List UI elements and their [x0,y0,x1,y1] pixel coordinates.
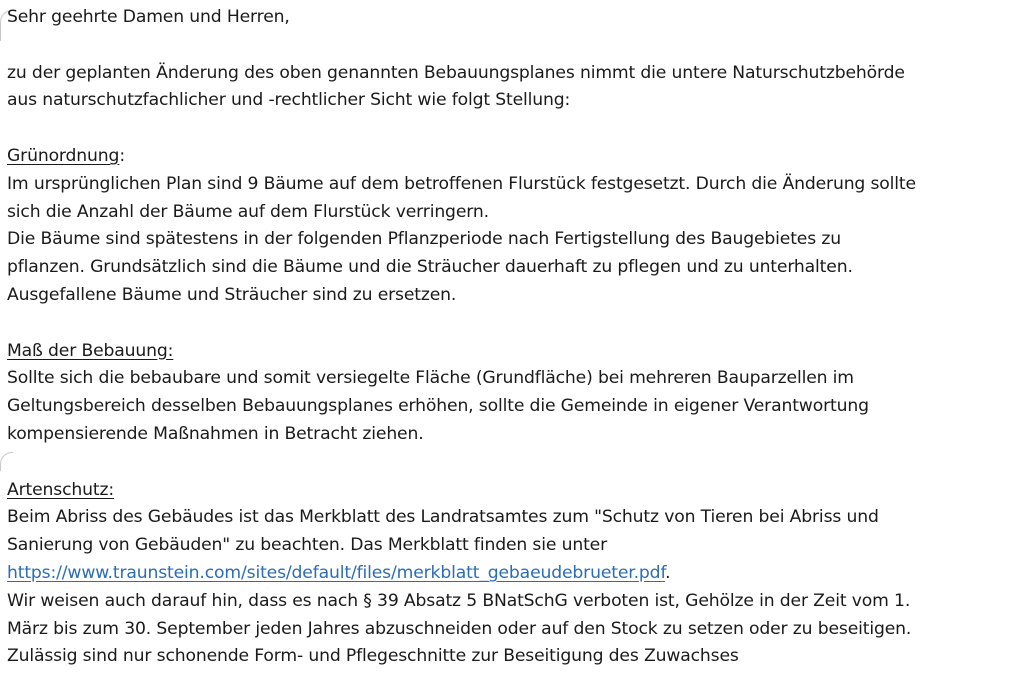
link-line [7,560,1011,588]
intro-line: zu der geplanten Änderung des oben genannten Bebauungsplanes nimmt die untere Naturschutzbehörde [7,62,905,83]
mass-line: Sollte sich die bebaubare und somit versiegelte Fläche (Grundfläche) bei mehreren Bauparzellen im [7,368,854,389]
heading-colon: : [119,145,125,166]
gruenordnung-line: sich die Anzahl der Bäume auf dem Flurstück verringern. [7,201,489,222]
merkblatt-link[interactable]: https://www.traunstein.com/sites/default/files/merkblatt_gebaeudebrueter.pdf [7,562,666,583]
artenschutz-line: Wir weisen auch darauf hin, dass es nach § 39 Absatz 5 BNatSchG verboten ist, Gehölze in der Zeit vom 1. [7,590,911,611]
letter-body [7,4,1011,671]
artenschutz-line: Sanierung von Gebäuden" zu beachten. Das Merkblatt finden sie unter [7,535,608,556]
heading-text: Maß der Bebauung: [7,340,174,361]
paragraph-gap [7,32,1011,60]
artenschutz-line: Zulässig sind nur schonende Form- und Pflegeschnitte zur Beseitigung des Zuwachses [7,646,739,667]
gruenordnung-line: pflanzen. Grundsätzlich sind die Bäume und die Sträucher dauerhaft zu pflegen und zu unterhalten. [7,257,853,278]
salutation: Sehr geehrte Damen und Herren, [7,7,290,27]
gruenordnung-line: Im ursprünglichen Plan sind 9 Bäume auf dem betroffenen Flurstück festgesetzt. Durch die Änderung sollte [7,173,916,194]
paragraph-gap [7,115,1011,143]
section-heading-mass [7,338,1011,366]
mass-line: Geltungsbereich desselben Bebauungsplanes erhöhen, sollte die Gemeinde in eigener Verantwortung [7,396,869,417]
heading-text: Artenschutz: [7,479,114,500]
artenschutz-line: Beim Abriss des Gebäudes ist das Merkblatt des Landratsamtes zum "Schutz von Tieren bei Abriss und [7,507,879,528]
gruenordnung-line: Ausgefallene Bäume und Sträucher sind zu ersetzen. [7,284,457,305]
artenschutz-line: März bis zum 30. September jeden Jahres abzuschneiden oder auf den Stock zu setzen oder zu beseitigen. [7,618,912,639]
intro-line: aus naturschutzfachlicher und -rechtlicher Sicht wie folgt Stellung: [7,90,571,111]
mass-line: kompensierende Maßnahmen in Betracht ziehen. [7,423,424,444]
gruenordnung-line: Die Bäume sind spätestens in der folgenden Pflanzperiode nach Fertigstellung des Baugebietes zu [7,229,841,250]
heading-text: Grünordnung [7,145,120,166]
paragraph-gap [7,310,1011,338]
paragraph-gap [7,449,1011,477]
section-heading-artenschutz [7,477,1011,505]
section-heading-gruenordnung [7,143,1011,171]
link-period: . [665,562,671,583]
